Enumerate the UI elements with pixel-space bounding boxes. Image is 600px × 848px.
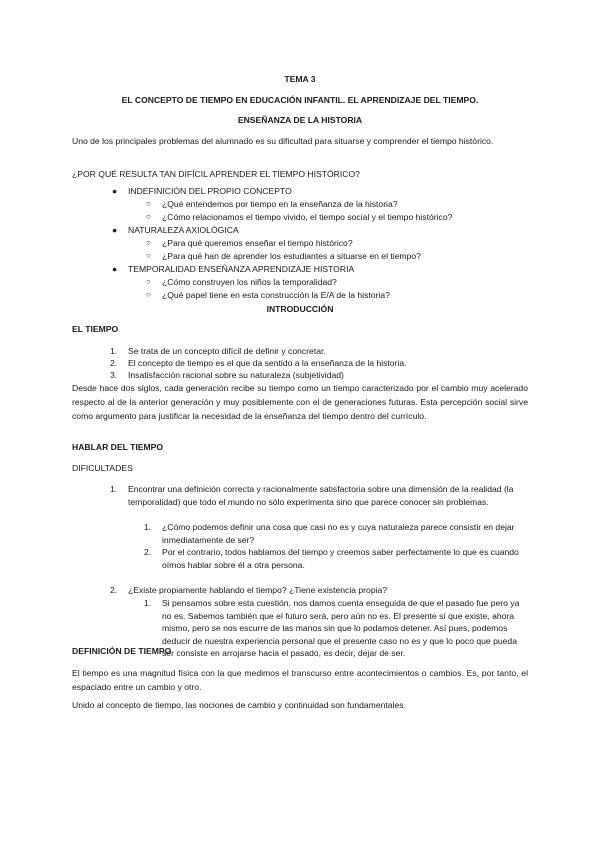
bullet-icon: ●: [112, 264, 118, 274]
numbered-item: 3. Insatisfacción racional sobre su naturaleza (subjetividad): [110, 370, 344, 380]
document-subtitle: ENSEÑANZA DE LA HISTORIA: [237, 115, 363, 125]
bullet-label: TEMPORALIDAD ENSEÑANZA APRENDIZAJE HISTORIA: [128, 264, 355, 274]
bullet-label: NATURALEZA AXIOLÓGICA: [128, 225, 239, 235]
sub-bullet-label: ¿Cómo construyen los niños la temporalidad?: [162, 277, 337, 287]
bullet-icon: ●: [112, 186, 118, 196]
question-line: ¿POR QUÉ RESULTA TAN DIFÍCIL APRENDER EL TIEMPO HISTÓRICO?: [72, 169, 360, 179]
tema-heading: TEMA 3: [284, 74, 316, 84]
numbered-item: 2. El concepto de tiempo es el que da sentido a la enseñanza de la historia.: [110, 358, 407, 368]
el-tiempo-heading: EL TIEMPO: [72, 324, 119, 334]
sub-bullet-label: ¿Para qué han de aprender los estudiantes a situarse en el tiempo?: [162, 251, 421, 261]
el-tiempo-paragraph: Desde hace dos siglos, cada generación recibe su tiempo como un tiempo caracterizado por el cambio muy acelerado respecto al de la anterior generación y muy posiblemente con el de generaciones futuras. Esta percepción social sirve como argumento para justificar la necesidad de la enseñanza del tiempo dentro del currículo.: [72, 383, 528, 421]
bullet-icon: ●: [112, 225, 118, 235]
numbered-sub-item: 2. Por el contrario, todos hablamos del tiempo y creemos saber perfectamente lo que es cuando oímos hablar sobre él a otra persona.: [144, 547, 519, 570]
numbered-sub-item-text: Por el contrario, todos hablamos del tiempo y creemos saber perfectamente lo que es cuando oímos hablar sobre él a otra persona.: [162, 547, 519, 570]
circle-bullet-icon: ○: [146, 290, 151, 299]
numbered-item-text: El concepto de tiempo es el que da sentido a la enseñanza de la historia.: [128, 358, 407, 368]
numbered-item: 1. Se trata de un concepto difícil de definir y concretar.: [110, 346, 326, 356]
introduccion-heading: INTRODUCCIÓN: [266, 304, 334, 314]
sub-bullet-label: ¿Cómo relacionamos el tiempo vivido, el tiempo social y el tiempo histórico?: [162, 212, 453, 222]
definicion-heading: DEFINICIÓN DE TIEMPO: [72, 646, 172, 656]
numbered-item: 2. ¿Existe propiamente hablando el tiempo? ¿Tiene existencia propia?: [110, 585, 388, 595]
numbered-sub-item-text: ¿Cómo podemos definir una cosa que casi no es y cuya naturaleza parece consistir en dejar inmediatamente de ser?: [162, 522, 515, 545]
numbered-item: 1. Encontrar una definición correcta y racionalmente satisfactoria sobre una dimensión de la realidad (la temporalidad) que todo el mundo no sólo experimenta sino que parece conocer sin problemas.: [110, 484, 514, 507]
sub-bullet-item: [146, 212, 528, 222]
bullet-item: [112, 225, 528, 235]
sub-bullet-item: [146, 290, 528, 300]
numbered-sub-item: 1. ¿Cómo podemos definir una cosa que casi no es y cuya naturaleza parece consistir en dejar inmediatamente de ser?: [144, 522, 515, 545]
document-title: EL CONCEPTO DE TIEMPO EN EDUCACIÓN INFANTIL. EL APRENDIZAJE DEL TIEMPO.: [121, 95, 479, 105]
circle-bullet-icon: ○: [146, 238, 151, 247]
sub-bullet-label: ¿Qué entendemos por tiempo en la enseñanza de la historia?: [162, 199, 398, 209]
circle-bullet-icon: ○: [146, 199, 151, 208]
intro-paragraph: Uno de los principales problemas del alumnado es su dificultad para situarse y comprender el tiempo histórico.: [72, 136, 494, 146]
numbered-item-text: Se trata de un concepto difícil de definir y concretar.: [128, 346, 326, 356]
definicion-paragraph: El tiempo es una magnitud física con la que medimos el transcurso entre acontecimientos o cambios. Es, por tanto, el espaciado entre un cambio y otro.: [72, 668, 528, 692]
sub-bullet-item: [146, 251, 528, 261]
hablar-heading: HABLAR DEL TIEMPO: [72, 442, 164, 452]
circle-bullet-icon: ○: [146, 251, 151, 260]
definicion-paragraph-2: Unido al concepto de tiempo, las nociones de cambio y continuidad son fundamentales.: [72, 700, 406, 710]
numbered-item-text: Insatisfacción racional sobre su naturaleza (subjetividad): [128, 370, 344, 380]
numbered-sub-item: 1. Si pensamos sobre esta cuestión, nos damos cuenta enseguida de que el pasado fue pero ya no es. Sabemos también que el futuro será, pero aún no es. El presente sí que existe, ahora mismo, pero se nos escurre de las manos sin que lo podamos detener. Así pues, podemos deducir de nuestra experiencia personal que el presente caso no es y que lo poco que pueda ser consiste en arrojarse hacia el pasado, es decir, dejar de ser.: [144, 598, 520, 658]
bullet-item: [112, 186, 528, 196]
bullet-label: INDEFINICIÓN DEL PROPIO CONCEPTO: [128, 186, 292, 196]
numbered-sub-item-text: Si pensamos sobre esta cuestión, nos damos cuenta enseguida de que el pasado fue pero ya no es. Sabemos también que el futuro será, pero aún no es. El presente sí que existe, ahora mismo, pero se nos escurre de las manos sin que lo podamos detener. Así pues, podemos deducir de nuestra experiencia personal que el presente caso no es y que lo poco que pueda ser consiste en arrojarse hacia el pasado, es decir, dejar de ser.: [162, 598, 520, 658]
sub-bullet-label: ¿Para qué queremos enseñar el tiempo histórico?: [162, 238, 353, 248]
numbered-item-text: ¿Existe propiamente hablando el tiempo? ¿Tiene existencia propia?: [128, 585, 388, 595]
circle-bullet-icon: ○: [146, 212, 151, 221]
sub-bullet-label: ¿Qué papel tiene en esta construcción la E/A de la historia?: [162, 290, 390, 300]
numbered-item-text: Encontrar una definición correcta y racionalmente satisfactoria sobre una dimensión de la realidad (la temporalidad) que todo el mundo no sólo experimenta sino que parece conocer sin problemas.: [128, 484, 514, 507]
sub-bullet-item: [146, 277, 528, 287]
bullet-item: [112, 264, 528, 274]
dificultades-label: DIFICULTADES: [72, 463, 133, 473]
sub-bullet-item: [146, 238, 528, 248]
sub-bullet-item: [146, 199, 528, 209]
circle-bullet-icon: ○: [146, 277, 151, 286]
